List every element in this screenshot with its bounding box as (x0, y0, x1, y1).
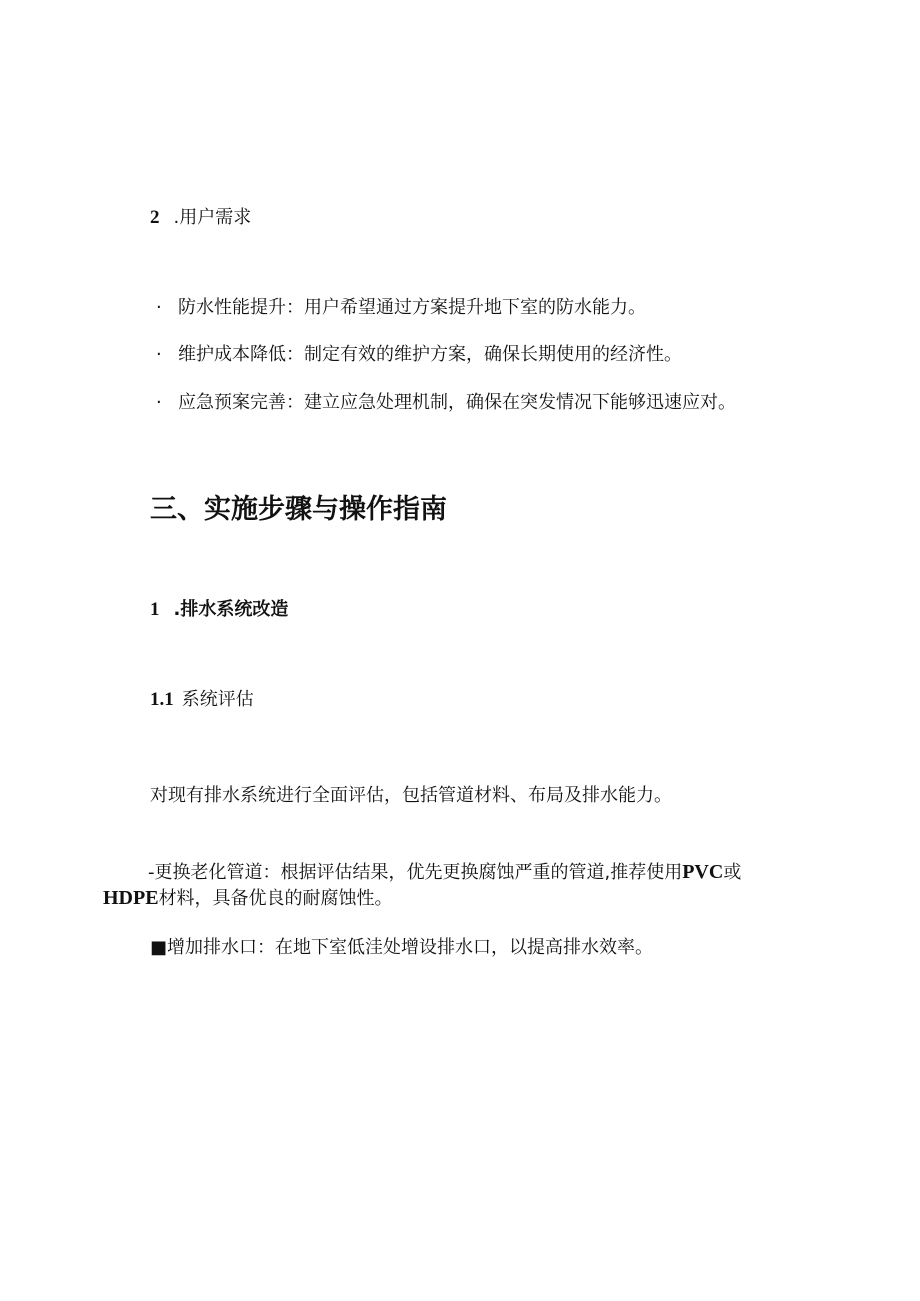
hdpe-term: HDPE (103, 887, 159, 909)
list-item-text: 维护成本降低：制定有效的维护方案，确保长期使用的经济性。 (178, 344, 682, 365)
or-word: 或 (723, 862, 742, 883)
list-item (156, 343, 682, 367)
bullet-dot-icon: · (156, 344, 162, 365)
pvc-term: PVC (682, 861, 724, 883)
replace-pipes-suffix: 材料，具备优良的耐腐蚀性。 (158, 888, 393, 909)
bullet-dot-icon: · (156, 392, 162, 413)
list-item (156, 296, 646, 320)
subsection-heading (150, 598, 288, 622)
add-outlet-text: 增加排水口：在地下室低洼处增设排水口，以提高排水效率。 (167, 937, 654, 958)
subsection-number: 1 (150, 599, 160, 620)
list-item-text: 防水性能提升：用户希望通过方案提升地下室的防水能力。 (178, 297, 646, 318)
subsection-title: .排水系统改造 (173, 599, 289, 620)
section-number: 2 (150, 207, 160, 228)
section-heading (150, 206, 251, 230)
bullet-dot-icon: · (156, 297, 162, 318)
list-item-text: 应急预案完善：建立应急处理机制，确保在突发情况下能够迅速应对。 (178, 392, 736, 413)
subsubsection-heading (150, 688, 254, 712)
replace-pipes-item-continued (103, 886, 393, 911)
section-title: .用户需求 (173, 207, 252, 228)
replace-pipes-item (148, 860, 741, 885)
subsubsection-number: 1.1 (150, 689, 174, 710)
add-outlet-item (150, 936, 653, 960)
subsubsection-title: 系统评估 (181, 689, 254, 710)
body-paragraph: 对现有排水系统进行全面评估，包括管道材料、布局及排水能力。 (150, 785, 672, 806)
replace-pipes-text: -更换老化管道：根据评估结果，优先更换腐蚀严重的管道,推荐使用 (148, 862, 683, 883)
chapter-title: 三、实施步骤与操作指南 (150, 494, 447, 525)
square-bullet-icon: ■ (150, 937, 168, 958)
list-item (156, 391, 736, 415)
